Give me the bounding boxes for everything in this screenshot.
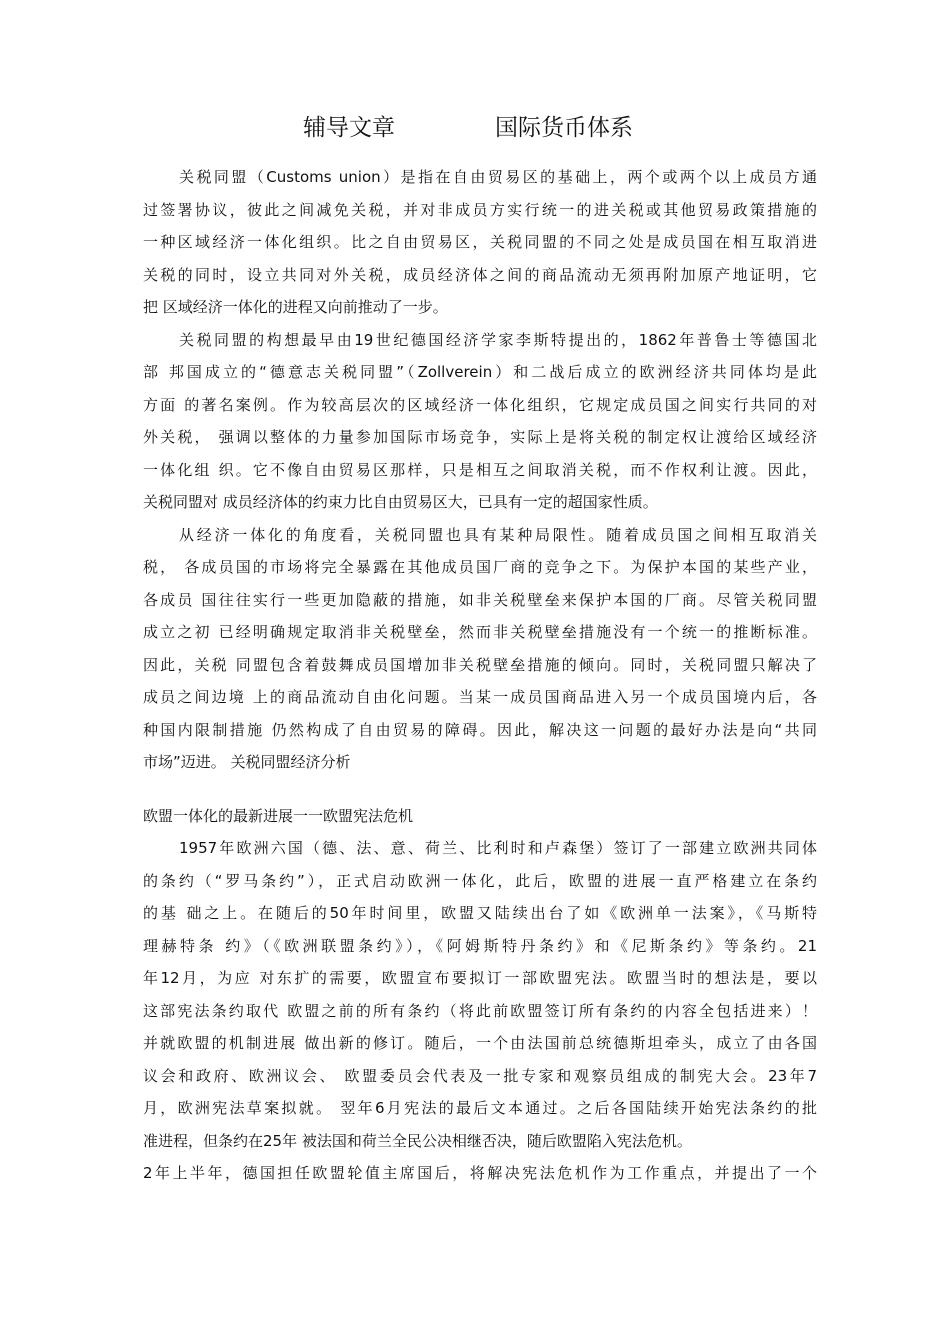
text-line: 年12月，为应 对东扩的需要，欧盟宣布要拟订一部欧盟宪法。欧盟当时的想法是，要以 bbox=[143, 969, 817, 987]
title-right: 国际货币体系 bbox=[495, 115, 633, 141]
text-line: 理赫特条 约》（《欧洲联盟条约》），《阿姆斯特丹条约》和《尼斯条约》等条约。21 bbox=[143, 936, 817, 955]
section-heading: 欧盟一体化的最新进展一一欧盟宪法危机 bbox=[143, 807, 414, 825]
text-line: 2年上半年，德国担任欧盟轮值主席国后，将解决宪法危机作为工作重点，并提出了一个 bbox=[143, 1164, 817, 1182]
text-line: 种国内限制措施 仍然构成了自由贸易的障碍。因此，解决这一问题的最好办法是向“共同 bbox=[143, 720, 817, 739]
text-line: 议会和政府、欧洲议会、 欧盟委员会代表及一批专家和观察员组成的制宪大会。23年7 bbox=[143, 1066, 817, 1085]
text-line: 月，欧洲宪法草案拟就。 翌年6月宪法的最后文本通过。之后各国陆续开始宪法条约的批 bbox=[143, 1099, 817, 1117]
text-line: 一种区域经济一体化组织。比之自由贸易区，关税同盟的不同之处是成员国在相互取消进 bbox=[143, 233, 817, 251]
text-line: 从经济一体化的角度看，关税同盟也具有某种局限性。随着成员国之间相互取消关 bbox=[179, 525, 817, 544]
text-line: 各成员 国往往实行一些更加隐蔽的措施，如非关税壁垒来保护本国的厂商。尽管关税同盟 bbox=[143, 590, 817, 609]
text-line: 市场”迈进。 关税同盟经济分析 bbox=[143, 753, 351, 771]
text-line: 因此，关税 同盟包含着鼓舞成员国增加非关税壁垒措施的倾向。同时，关税同盟只解决了 bbox=[143, 655, 817, 674]
text-line: 1957年欧洲六国（德、法、意、荷兰、比利时和卢森堡）签订了一部建立欧洲共同体 bbox=[179, 839, 817, 857]
text-line: 成员之间边境 上的商品流动自由化问题。当某一成员国商品进入另一个成员国境内后，各 bbox=[143, 688, 817, 706]
section-2 bbox=[143, 832, 817, 1190]
page-title bbox=[0, 108, 950, 148]
text-line: 成立之初 已经明确规定取消非关税壁垒，然而非关税壁垒措施没有一个统一的推断标准。 bbox=[143, 623, 817, 641]
text-line: 关税的同时，设立共同对外关税，成员经济体之间的商品流动无须再附加原产地证明，它 bbox=[143, 265, 817, 284]
title-left: 辅导文章 bbox=[303, 115, 395, 141]
section-1 bbox=[143, 161, 817, 779]
text-line: 外关税， 强调以整体的力量参加国际市场竞争，实际上是将关税的制定权让渡给区域经济 bbox=[143, 428, 817, 446]
text-line: 关税同盟（Customs union）是指在自由贸易区的基础上，两个或两个以上成员方通 bbox=[179, 168, 817, 186]
text-line: 过签署协议，彼此之间减免关税，并对非成员方实行统一的进关税或其他贸易政策措施的 bbox=[143, 200, 817, 219]
text-line: 税， 各成员国的市场将完全暴露在其他成员国厂商的竞争之下。为保护本国的某些产业， bbox=[143, 558, 817, 576]
text-line: 方面 的著名案例。作为较高层次的区域经济一体化组织，它规定成员国之间实行共同的对 bbox=[143, 395, 817, 414]
text-line: 并就欧盟的机制进展 做出新的修订。随后，一个由法国前总统德斯坦牵头，成立了由各国 bbox=[143, 1034, 817, 1052]
text-line: 的基 础之上。在随后的50年时间里，欧盟又陆续出台了如《欧洲单一法案》，《马斯特 bbox=[143, 904, 817, 922]
text-line: 关税同盟对 成员经济体的约束力比自由贸易区大，已具有一定的超国家性质。 bbox=[143, 493, 658, 511]
text-line: 把 区域经济一体化的进程又向前推动了一步。 bbox=[143, 298, 448, 316]
text-line: 准进程，但条约在25年 被法国和荷兰全民公决相继否决，随后欧盟陷入宪法危机。 bbox=[143, 1131, 692, 1150]
text-line: 的条约（“罗马条约”），正式启动欧洲一体化，此后，欧盟的进展一直严格建立在条约 bbox=[143, 871, 817, 890]
text-line: 一体化组 织。它不像自由贸易区那样，只是相互之间取消关税，而不作权利让渡。因此， bbox=[143, 460, 817, 479]
text-line: 部 邦国成立的“德意志关税同盟”（Zollverein）和二战后成立的欧洲经济共同体均是此 bbox=[143, 363, 817, 381]
text-line: 这部宪法条约取代 欧盟之前的所有条约（将此前欧盟签订所有条约的内容全包括进来）！ bbox=[143, 1001, 817, 1020]
text-line: 关税同盟的构想最早由19世纪德国经济学家李斯特提出的，1862年普鲁士等德国北 bbox=[179, 330, 817, 349]
